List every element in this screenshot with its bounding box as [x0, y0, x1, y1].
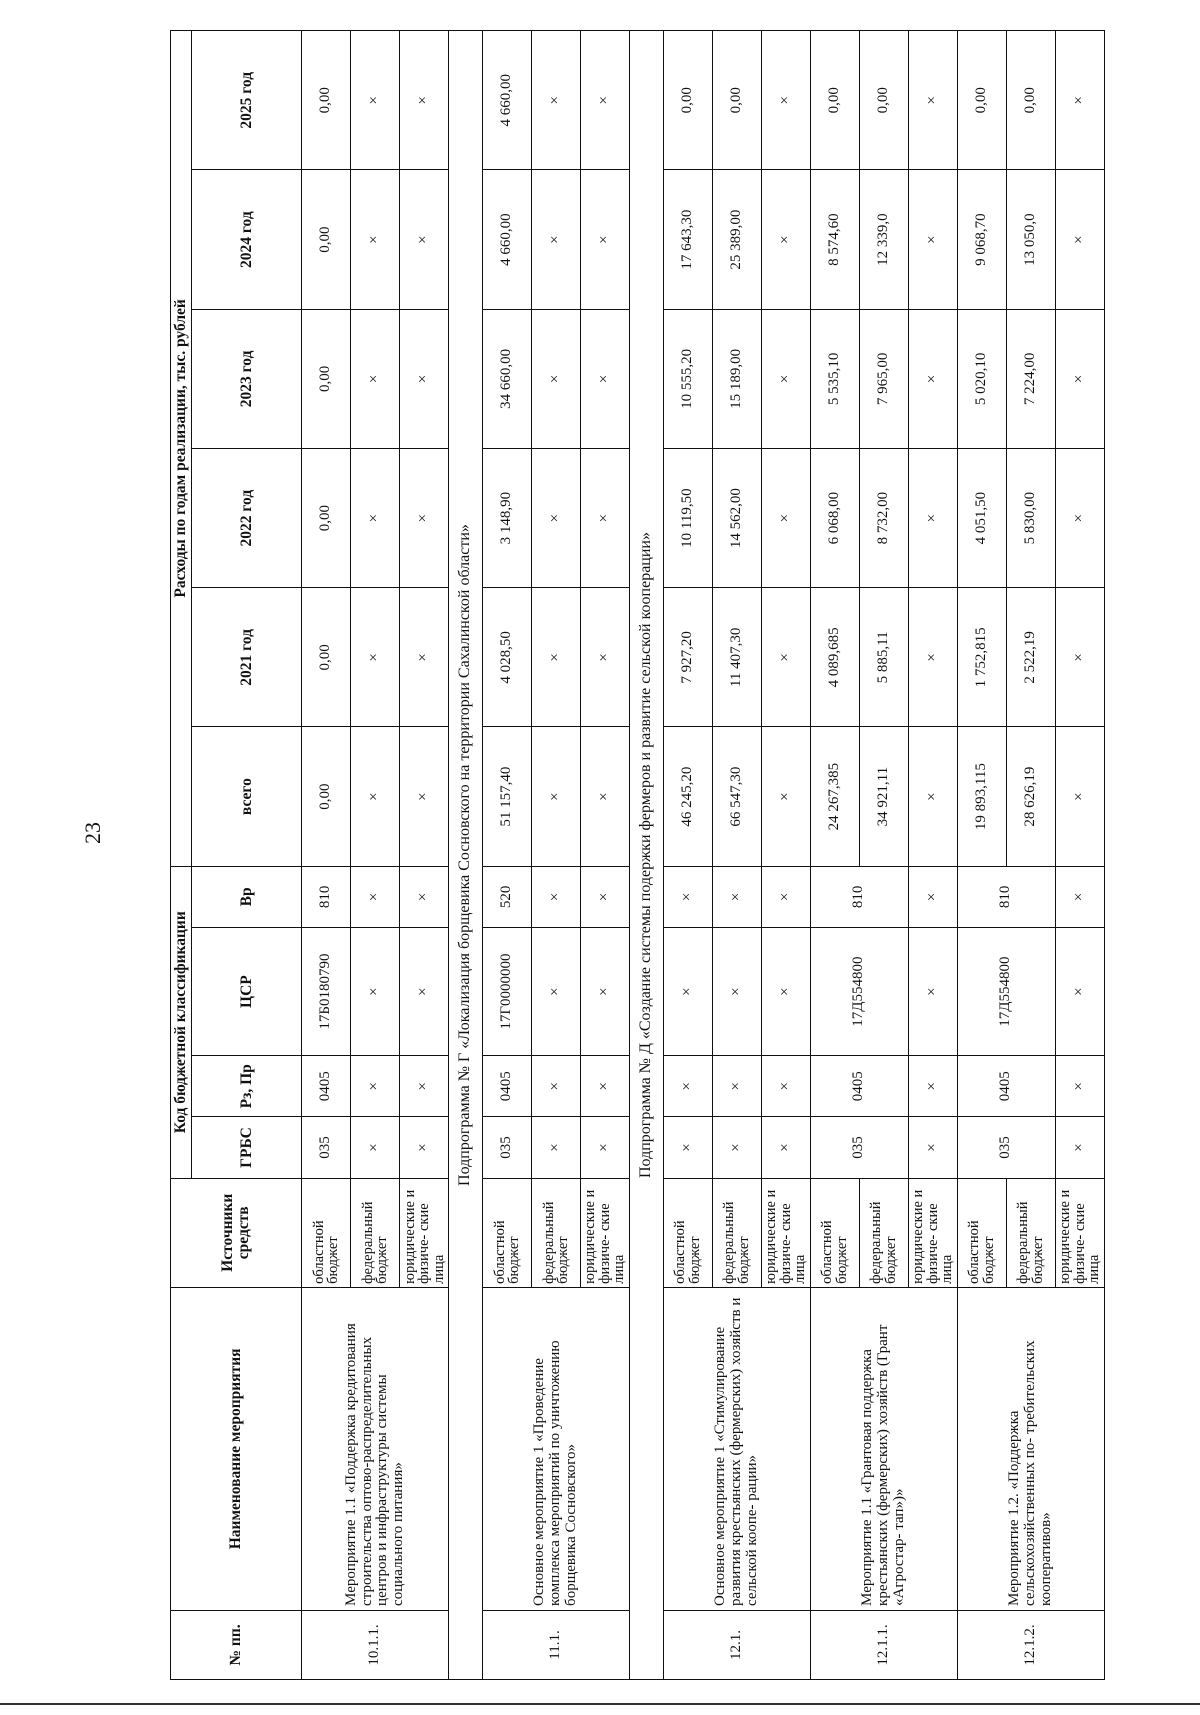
csr-value: 17Б0180790: [302, 928, 351, 1056]
value-2023: 5 535,10: [810, 309, 859, 448]
header-2022: 2022 год: [192, 449, 302, 588]
value-2022: 6 068,00: [810, 449, 859, 588]
subprogram-row: [449, 31, 483, 1680]
source-federal: федеральный бюджет: [532, 1178, 581, 1287]
value-2021: 4 089,685: [810, 588, 859, 727]
value-2025: 4 660,00: [483, 31, 532, 171]
value-2022: 0,00: [302, 449, 351, 588]
value-2025: 0,00: [957, 31, 1006, 171]
value-2025: 0,00: [810, 31, 859, 171]
x-cell: ×: [908, 1117, 957, 1178]
x-cell: ×: [400, 866, 449, 927]
total-value: 28 626,19: [1006, 727, 1055, 866]
source-federal: федеральный бюджет: [859, 1178, 908, 1287]
header-expenses-group: Расходы по годам реализации, тыс. рублей: [171, 31, 192, 867]
x-cell: ×: [532, 928, 581, 1056]
source-legal: юридические и физиче- ские лица: [400, 1178, 449, 1287]
value-2023: 7 965,00: [859, 309, 908, 448]
x-cell: ×: [532, 588, 581, 727]
x-cell: ×: [351, 1117, 400, 1178]
x-cell: ×: [761, 866, 810, 927]
value-2025: 0,00: [859, 31, 908, 171]
activity-name: Мероприятие 1.1 «Поддержка кредитования строительства оптово-распределительных центров и инфраструктуры системы социального питания»: [302, 1287, 449, 1610]
header-code-group: Код бюджетной классификации: [171, 866, 192, 1178]
row-number: 12.1.2.: [957, 1610, 1104, 1679]
value-2025: 0,00: [302, 31, 351, 171]
x-cell: ×: [532, 727, 581, 866]
value-2022: 4 051,50: [957, 449, 1006, 588]
x-cell: ×: [761, 449, 810, 588]
header-num: № пп.: [171, 1610, 302, 1679]
value-2022: 14 562,00: [712, 449, 761, 588]
rzpr-value: 0405: [302, 1056, 351, 1117]
x-cell: ×: [351, 928, 400, 1056]
rzpr-value: 0405: [957, 1056, 1055, 1117]
x-cell: ×: [581, 1117, 630, 1178]
x-cell: ×: [532, 31, 581, 171]
x-cell: ×: [663, 1056, 712, 1117]
x-cell: ×: [400, 1056, 449, 1117]
x-cell: ×: [400, 588, 449, 727]
source-regional: областной бюджет: [663, 1178, 712, 1287]
x-cell: ×: [761, 31, 810, 171]
x-cell: ×: [712, 1056, 761, 1117]
value-2025: 0,00: [663, 31, 712, 171]
source-legal: юридические и физиче- ские лица: [581, 1178, 630, 1287]
x-cell: ×: [1055, 309, 1104, 448]
csr-value: 17Д554800: [957, 928, 1055, 1056]
value-2022: 5 830,00: [1006, 449, 1055, 588]
value-2021: 2 522,19: [1006, 588, 1055, 727]
x-cell: ×: [663, 866, 712, 927]
x-cell: ×: [663, 1117, 712, 1178]
grbs-value: 035: [810, 1117, 908, 1178]
value-2021: 5 885,11: [859, 588, 908, 727]
vr-value: 810: [957, 866, 1055, 927]
x-cell: ×: [712, 866, 761, 927]
x-cell: ×: [351, 1056, 400, 1117]
source-regional: областной бюджет: [302, 1178, 351, 1287]
header-2024: 2024 год: [192, 170, 302, 309]
x-cell: ×: [400, 31, 449, 171]
table-row: [483, 31, 532, 1680]
x-cell: ×: [400, 928, 449, 1056]
total-value: 51 157,40: [483, 727, 532, 866]
x-cell: ×: [532, 1117, 581, 1178]
subprogram-row: [630, 31, 664, 1680]
x-cell: ×: [400, 727, 449, 866]
header-vr: Вр: [192, 866, 302, 927]
x-cell: ×: [532, 170, 581, 309]
total-value: 46 245,20: [663, 727, 712, 866]
x-cell: ×: [1055, 1056, 1104, 1117]
value-2022: 8 732,00: [859, 449, 908, 588]
x-cell: ×: [1055, 866, 1104, 927]
x-cell: ×: [908, 588, 957, 727]
x-cell: ×: [400, 309, 449, 448]
header-2021: 2021 год: [192, 588, 302, 727]
csr-value: 17Г0000000: [483, 928, 532, 1056]
activity-name: Основное мероприятие 1 «Стимулирование развития крестьянских (фермерских) хозяйств и сельской коопе- рации»: [663, 1287, 810, 1610]
x-cell: ×: [581, 866, 630, 927]
x-cell: ×: [351, 170, 400, 309]
x-cell: ×: [761, 309, 810, 448]
total-value: 66 547,30: [712, 727, 761, 866]
vr-value: 810: [302, 866, 351, 927]
header-name: Наименование мероприятия: [171, 1287, 302, 1610]
value-2023: 10 555,20: [663, 309, 712, 448]
page-number: 23: [80, 822, 105, 844]
value-2024: 0,00: [302, 170, 351, 309]
table-row: [957, 31, 1006, 1680]
x-cell: ×: [581, 1056, 630, 1117]
x-cell: ×: [581, 309, 630, 448]
x-cell: ×: [908, 309, 957, 448]
source-legal: юридические и физиче- ские лица: [1055, 1178, 1104, 1287]
x-cell: ×: [400, 170, 449, 309]
x-cell: ×: [581, 727, 630, 866]
x-cell: ×: [400, 1117, 449, 1178]
budget-table: [170, 30, 1105, 1680]
value-2023: 5 020,10: [957, 309, 1006, 448]
x-cell: ×: [1055, 588, 1104, 727]
rotated-table-container: [170, 30, 1103, 1680]
x-cell: ×: [532, 309, 581, 448]
x-cell: ×: [1055, 31, 1104, 171]
x-cell: ×: [1055, 727, 1104, 866]
x-cell: ×: [1055, 449, 1104, 588]
x-cell: ×: [908, 449, 957, 588]
x-cell: ×: [761, 588, 810, 727]
x-cell: ×: [351, 727, 400, 866]
grbs-value: 035: [302, 1117, 351, 1178]
header-rzpr: Рз, Пр: [192, 1056, 302, 1117]
value-2022: 3 148,90: [483, 449, 532, 588]
header-csr: ЦСР: [192, 928, 302, 1056]
source-regional: областной бюджет: [957, 1178, 1006, 1287]
subprogram-title: Подпрограмма № Д «Создание системы подержки фермеров и развитие сельской кооперации»: [630, 31, 664, 1680]
total-value: 19 893,115: [957, 727, 1006, 866]
x-cell: ×: [351, 449, 400, 588]
x-cell: ×: [532, 449, 581, 588]
value-2021: 1 752,815: [957, 588, 1006, 727]
value-2024: 25 389,00: [712, 170, 761, 309]
vr-value: 810: [810, 866, 908, 927]
source-legal: юридические и физиче- ские лица: [908, 1178, 957, 1287]
source-federal: федеральный бюджет: [351, 1178, 400, 1287]
x-cell: ×: [908, 727, 957, 866]
x-cell: ×: [761, 727, 810, 866]
rzpr-value: 0405: [483, 1056, 532, 1117]
x-cell: ×: [1055, 928, 1104, 1056]
x-cell: ×: [351, 309, 400, 448]
source-legal: юридические и физиче- ские лица: [761, 1178, 810, 1287]
value-2023: 7 224,00: [1006, 309, 1055, 448]
x-cell: ×: [581, 928, 630, 1056]
row-number: 12.1.: [663, 1610, 810, 1679]
grbs-value: 035: [483, 1117, 532, 1178]
value-2023: 34 660,00: [483, 309, 532, 448]
x-cell: ×: [1055, 1117, 1104, 1178]
activity-name: Основное мероприятие 1 «Проведение комплекса мероприятий по уничтожению борщевика Сосновского»: [483, 1287, 630, 1610]
value-2024: 4 660,00: [483, 170, 532, 309]
x-cell: ×: [761, 170, 810, 309]
row-number: 10.1.1.: [302, 1610, 449, 1679]
value-2024: 12 339,0: [859, 170, 908, 309]
x-cell: ×: [712, 928, 761, 1056]
x-cell: ×: [351, 588, 400, 727]
x-cell: ×: [908, 31, 957, 171]
value-2021: 7 927,20: [663, 588, 712, 727]
value-2022: 10 119,50: [663, 449, 712, 588]
value-2024: 13 050,0: [1006, 170, 1055, 309]
x-cell: ×: [581, 588, 630, 727]
value-2021: 11 407,30: [712, 588, 761, 727]
x-cell: ×: [400, 449, 449, 588]
x-cell: ×: [532, 1056, 581, 1117]
x-cell: ×: [351, 866, 400, 927]
source-federal: федеральный бюджет: [1006, 1178, 1055, 1287]
value-2025: 0,00: [712, 31, 761, 171]
source-federal: федеральный бюджет: [712, 1178, 761, 1287]
row-number: 12.1.1.: [810, 1610, 957, 1679]
x-cell: ×: [908, 1056, 957, 1117]
activity-name: Мероприятие 1.2. «Поддержка сельскохозяйственных по- требительских кооперативов»: [957, 1287, 1104, 1610]
x-cell: ×: [761, 928, 810, 1056]
x-cell: ×: [712, 1117, 761, 1178]
value-2024: 17 643,30: [663, 170, 712, 309]
source-regional: областной бюджет: [483, 1178, 532, 1287]
csr-value: 17Д554800: [810, 928, 908, 1056]
grbs-value: 035: [957, 1117, 1055, 1178]
header-source: Источники средств: [171, 1178, 302, 1287]
total-value: 24 267,385: [810, 727, 859, 866]
value-2021: 0,00: [302, 588, 351, 727]
header-total: всего: [192, 727, 302, 866]
total-value: 0,00: [302, 727, 351, 866]
x-cell: ×: [908, 866, 957, 927]
table-row: [810, 31, 859, 1680]
x-cell: ×: [532, 866, 581, 927]
source-regional: областной бюджет: [810, 1178, 859, 1287]
scan-edge-line: [0, 1703, 1200, 1705]
value-2025: 0,00: [1006, 31, 1055, 171]
subprogram-title: Подпрограмма № Г «Локализация борщевика Сосновского на территории Сахалинской области»: [449, 31, 483, 1680]
total-value: 34 921,11: [859, 727, 908, 866]
value-2024: 9 068,70: [957, 170, 1006, 309]
header-2025: 2025 год: [192, 31, 302, 171]
row-number: 11.1.: [483, 1610, 630, 1679]
x-cell: ×: [351, 31, 400, 171]
x-cell: ×: [663, 928, 712, 1056]
value-2023: 0,00: [302, 309, 351, 448]
table-row: [663, 31, 712, 1680]
value-2021: 4 028,50: [483, 588, 532, 727]
vr-value: 520: [483, 866, 532, 927]
x-cell: ×: [761, 1056, 810, 1117]
activity-name: Мероприятие 1.1 «Грантовая поддержка крестьянских (фермерских) хозяйств (Грант «Агростар- тап»)»: [810, 1287, 957, 1610]
table-row: [302, 31, 351, 1680]
x-cell: ×: [761, 1117, 810, 1178]
header-2023: 2023 год: [192, 309, 302, 448]
x-cell: ×: [581, 449, 630, 588]
value-2023: 15 189,00: [712, 309, 761, 448]
x-cell: ×: [908, 170, 957, 309]
value-2024: 8 574,60: [810, 170, 859, 309]
header-grbs: ГРБС: [192, 1117, 302, 1178]
x-cell: ×: [1055, 170, 1104, 309]
rzpr-value: 0405: [810, 1056, 908, 1117]
x-cell: ×: [581, 170, 630, 309]
x-cell: ×: [581, 31, 630, 171]
x-cell: ×: [908, 928, 957, 1056]
